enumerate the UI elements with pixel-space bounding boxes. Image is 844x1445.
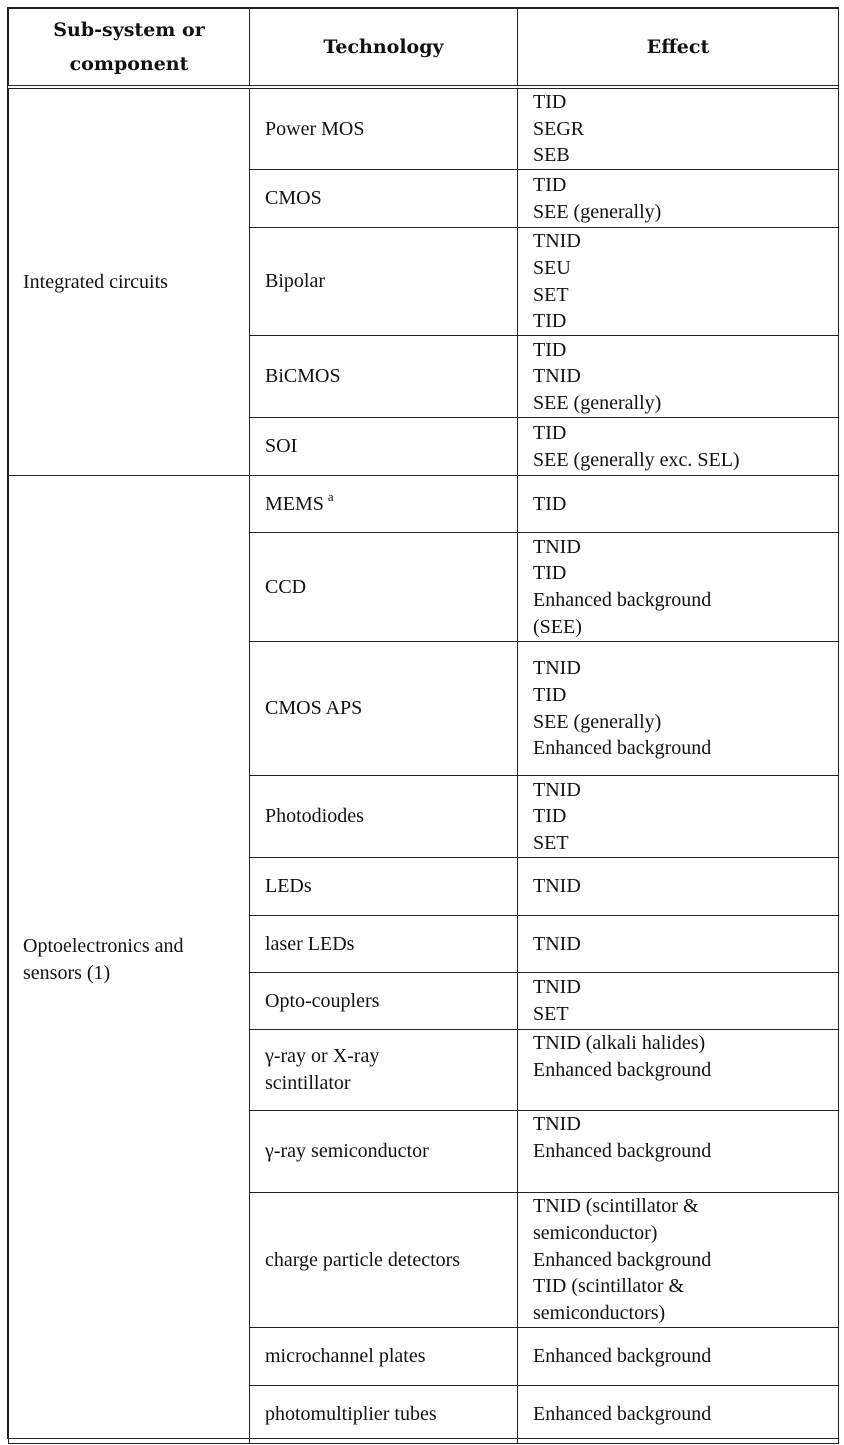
effect-cell: [518, 1193, 839, 1328]
effect-line: TNID: [533, 875, 581, 898]
effect-line: TNID: [533, 932, 581, 955]
technology-cell: CCD: [250, 533, 518, 642]
effect-line: SEU: [533, 256, 571, 279]
effect-line: TNID: [533, 535, 581, 558]
technology-cell: CMOS: [250, 170, 518, 228]
subsystem-label-line2: sensors (1): [23, 961, 111, 984]
technology-cell: microchannel plates: [250, 1328, 518, 1386]
effect-line: TID: [533, 91, 567, 113]
header-subsystem-line1: Sub-system or: [53, 19, 205, 41]
header-technology: Technology: [250, 9, 518, 88]
effect-line: TID: [533, 805, 567, 828]
technology-cell: photomultiplier tubes: [250, 1386, 518, 1444]
technology-cell: CMOS APS: [250, 642, 518, 776]
effect-line: TNID: [533, 230, 581, 253]
effect-line: (SEE): [533, 615, 582, 638]
effect-cell: [518, 1328, 839, 1386]
subsystem-cell: [9, 476, 250, 1444]
effect-line: Enhanced background: [533, 1403, 712, 1426]
header-subsystem: [9, 9, 250, 88]
technology-cell: laser LEDs: [250, 916, 518, 973]
effect-line: TNID: [533, 1113, 581, 1136]
effect-line: Enhanced background: [533, 1345, 712, 1368]
header-subsystem-line2: component: [69, 53, 189, 75]
technology-cell: SOI: [250, 418, 518, 476]
technology-cell: Bipolar: [250, 228, 518, 336]
effects-table-frame: [7, 7, 839, 1439]
effect-line: TID: [533, 562, 567, 585]
effect-cell: [518, 533, 839, 642]
effect-line: TID: [533, 421, 567, 444]
effect-line: Enhanced background: [533, 737, 712, 760]
effect-line: Enhanced background: [533, 1058, 712, 1081]
effect-line: SEE (generally exc. SEL): [533, 448, 740, 471]
technology-cell: [250, 476, 518, 533]
effect-line: Enhanced background: [533, 1139, 712, 1162]
technology-cell: LEDs: [250, 858, 518, 916]
technology-cell: Opto-couplers: [250, 973, 518, 1030]
effect-cell: [518, 776, 839, 858]
effect-line: TNID: [533, 365, 581, 388]
technology-label: MEMS: [265, 492, 324, 515]
effect-cell: [518, 170, 839, 228]
effect-line: TID: [533, 173, 567, 196]
effects-table: [8, 8, 839, 1444]
effect-line: TNID: [533, 976, 581, 999]
effect-line: SEE (generally): [533, 391, 662, 414]
table-row: [9, 87, 839, 170]
technology-label-line2: scintillator: [265, 1072, 351, 1095]
table-row: [9, 476, 839, 533]
effect-line: TNID: [533, 778, 581, 801]
effect-line: SEE (generally): [533, 200, 662, 223]
technology-cell: Photodiodes: [250, 776, 518, 858]
effect-line: semiconductors): [533, 1302, 666, 1325]
effect-line: TID: [533, 310, 567, 333]
effect-line: TID (scintillator &: [533, 1275, 685, 1298]
footnote-marker: a: [327, 488, 334, 504]
technology-cell: BiCMOS: [250, 336, 518, 418]
effect-line: TID: [533, 683, 567, 706]
header-effect: Effect: [518, 9, 839, 88]
header-row: [9, 9, 839, 88]
effect-cell: [518, 87, 839, 170]
effect-line: semiconductor): [533, 1222, 658, 1245]
subsystem-label-line1: Optoelectronics and: [23, 934, 184, 957]
effect-line: Enhanced background: [533, 589, 712, 612]
effect-line: SET: [533, 831, 569, 854]
effect-line: TNID (scintillator &: [533, 1195, 699, 1218]
subsystem-cell: [9, 87, 250, 476]
effect-cell: [518, 642, 839, 776]
effect-line: SET: [533, 283, 569, 306]
technology-label-line1: γ-ray or X-ray: [265, 1045, 380, 1068]
effect-line: TNID: [533, 657, 581, 680]
effect-cell: [518, 858, 839, 916]
effect-line: TNID (alkali halides): [533, 1032, 706, 1055]
effect-cell: [518, 476, 839, 533]
effect-line: TID: [533, 492, 567, 515]
effect-line: TID: [533, 338, 567, 361]
subsystem-label: Integrated circuits: [23, 270, 168, 293]
technology-cell: γ-ray semiconductor: [250, 1111, 518, 1193]
effect-line: SEGR: [533, 117, 585, 140]
technology-cell: charge particle detectors: [250, 1193, 518, 1328]
effect-cell: [518, 1386, 839, 1444]
effect-cell: [518, 1111, 839, 1193]
effect-line: SEE (generally): [533, 710, 662, 733]
effect-line: SEB: [533, 144, 570, 167]
effect-cell: [518, 336, 839, 418]
effect-line: SET: [533, 1003, 569, 1026]
technology-cell: [250, 1030, 518, 1111]
effect-cell: [518, 228, 839, 336]
technology-cell: Power MOS: [250, 87, 518, 170]
effect-cell: [518, 418, 839, 476]
effect-cell: [518, 916, 839, 973]
effect-line: Enhanced background: [533, 1248, 712, 1271]
effect-cell: [518, 1030, 839, 1111]
effect-cell: [518, 973, 839, 1030]
